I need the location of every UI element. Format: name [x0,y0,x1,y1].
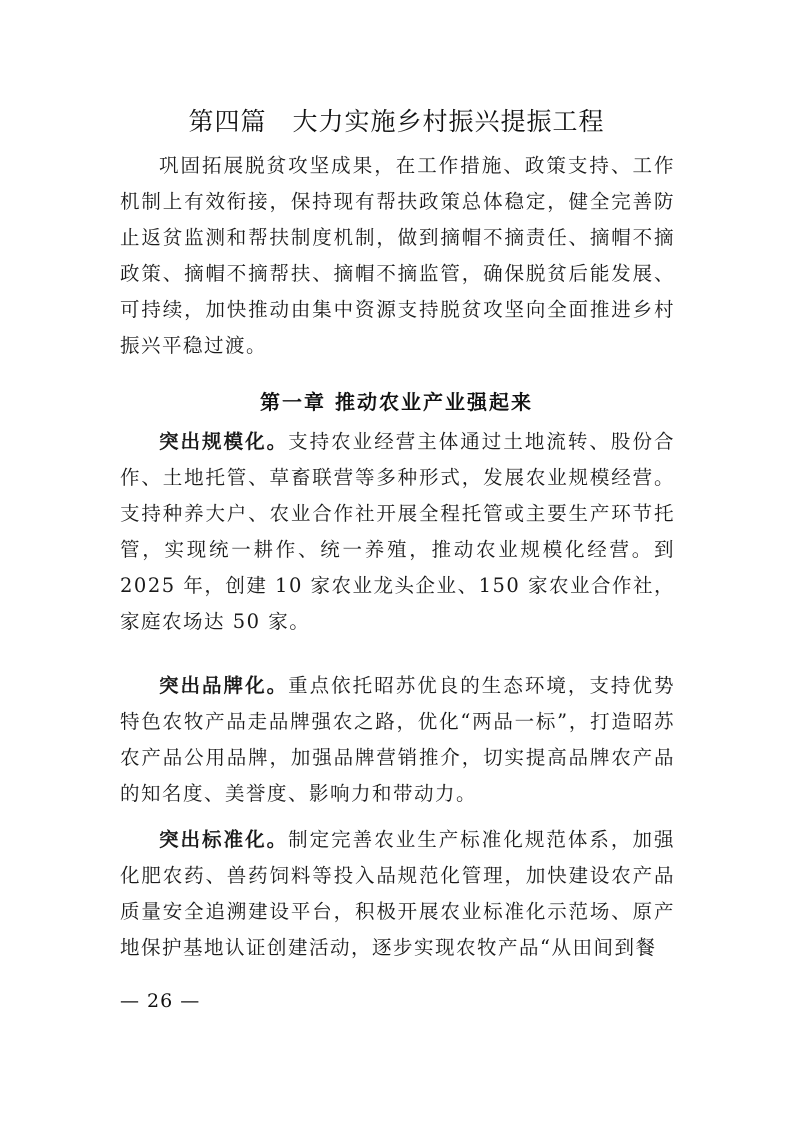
section-standard-paragraph [120,822,675,966]
section-body: 制定完善农业生产标准化规范体系，加强化肥农药、兽药饲料等投入品规范化管理，加快建设农产品质量安全追溯建设平台，积极开展农业标准化示范场、原产地保护基地认证创建活动，逐步实现农牧产品“从田间到餐 [120,828,675,959]
section-scale-paragraph [120,424,675,640]
chapter-title: 第一章 推动农业产业强起来 [260,390,533,414]
section-lead: 突出规模化。 [159,430,289,453]
intro-paragraph: 巩固拓展脱贫攻坚成果，在工作措施、政策支持、工作机制上有效衔接，保持现有帮扶政策总体稳定，健全完善防止返贫监测和帮扶制度机制，做到摘帽不摘责任、摘帽不摘政策、摘帽不摘帮扶、摘帽不摘监管，确保脱贫后能发展、可持续，加快推动由集中资源支持脱贫攻坚向全面推进乡村振兴平稳过渡。 [120,154,675,357]
section-lead: 突出标准化。 [159,828,289,851]
page-number: — 26 — [120,990,201,1012]
section-lead: 突出品牌化。 [159,674,289,697]
section-body: 支持农业经营主体通过土地流转、股份合作、土地托管、草畜联营等多种形式，发展农业规模经营。支持种养大户、农业合作社开展全程托管或主要生产环节托管，实现统一耕作、统一养殖，推动农业规模化经营。到 2025 年，创建 10 家农业龙头企业、150 家农业合作社，家庭农场达 50 家。 [120,430,675,633]
section-brand-paragraph [120,668,675,812]
section-body: 重点依托昭苏优良的生态环境，支持优势特色农牧产品走品牌强农之路，优化“两品一标”，打造昭苏农产品公用品牌，加强品牌营销推介，切实提高品牌农产品的知名度、美誉度、影响力和带动力。 [120,674,675,805]
part-title: 第四篇 大力实施乡村振兴提振工程 [188,107,605,136]
